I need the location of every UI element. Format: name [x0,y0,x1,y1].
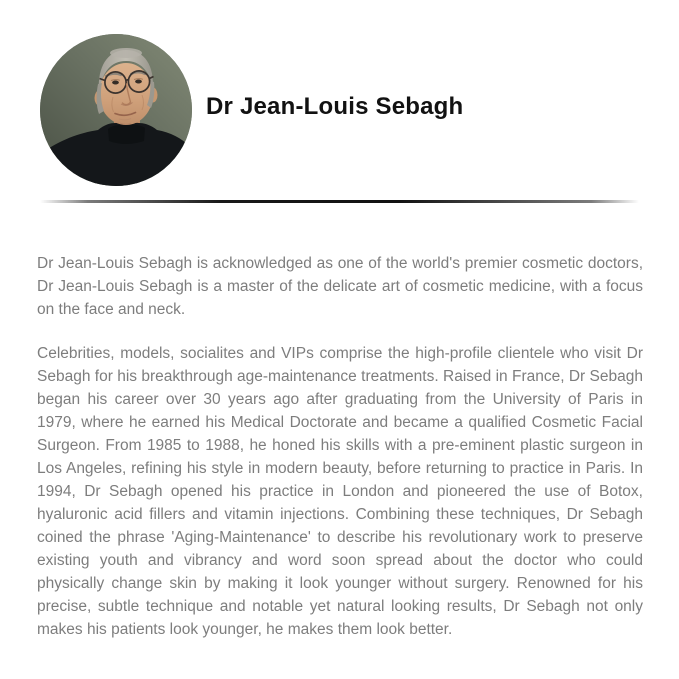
divider [40,200,639,203]
page-title: Dr Jean-Louis Sebagh [206,93,464,120]
bio-paragraph-intro: Dr Jean-Louis Sebagh is acknowledged as one of the world's premier cosmetic doctors, Dr Jean-Louis Sebagh is a master of the delicate art of cosmetic medicine, with a focus on the face and neck. [37,255,643,318]
portrait-photo-icon [40,34,192,186]
bio-section [37,252,643,641]
bio-paragraph-career: Celebrities, models, socialites and VIPs comprise the high-profile clientele who visit Dr Sebagh for his breakthrough age-maintenance treatments. Raised in France, Dr Sebagh began his career over 30 years ago after graduating from the University of Paris in 1979, where he earned his Medical Doctorate and became a qualified Cosmetic Facial Surgeon. From 1985 to 1988, he honed his skills with a pre-eminent plastic surgeon in Los Angeles, refining his style in modern beauty, before returning to practice in Paris. In 1994, Dr Sebagh opened his practice in London and pioneered the use of Botox, hyaluronic acid fillers and vitamin injections. Combining these techniques, Dr Sebagh coined the phrase 'Aging-Maintenance' to describe his revolutionary work to preserve existing youth and vibrancy and word soon spread about the doctor who could physically change skin by making it look younger without surgery. Renowned for his precise, subtle technique and notable yet natural looking results, Dr Sebagh not only makes his patients look younger, he makes them look better. [37,345,643,638]
avatar [40,34,192,186]
profile-header [40,34,463,186]
